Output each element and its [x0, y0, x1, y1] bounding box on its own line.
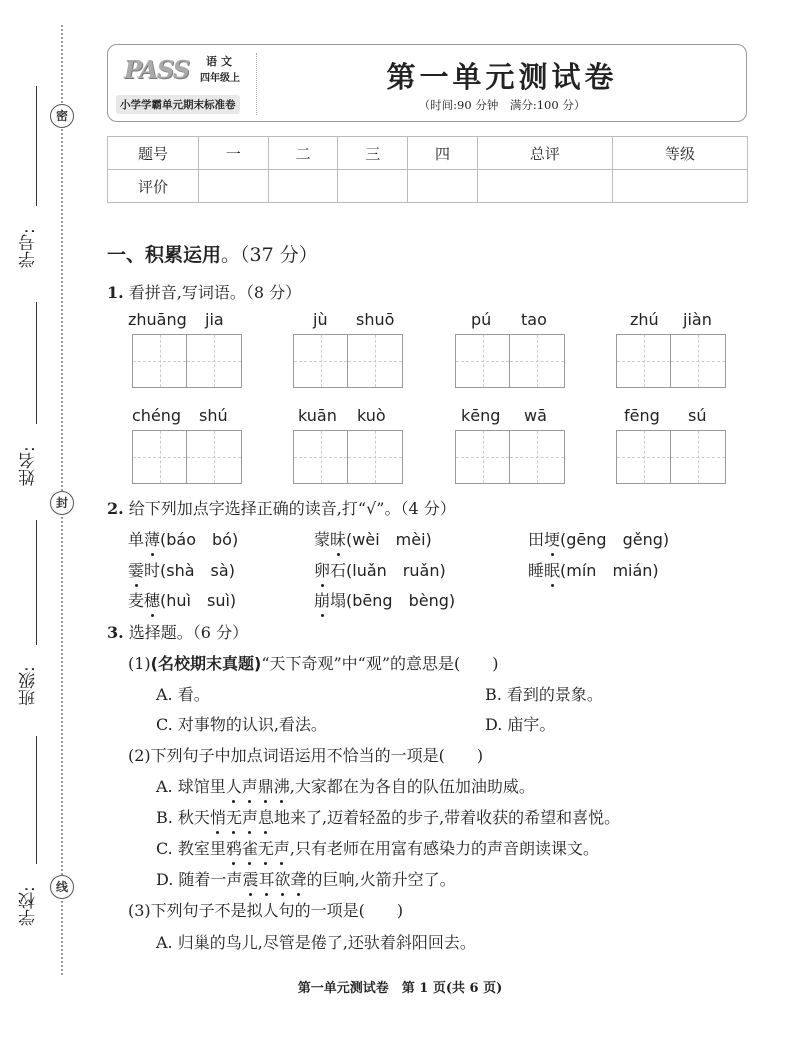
char: 单 — [128, 530, 145, 549]
score-input-cell[interactable] — [612, 170, 747, 203]
question-text: 选择题。（6 分） — [128, 623, 249, 642]
seal-xian: 线 — [50, 875, 74, 899]
option-b[interactable]: B. 看到的景象。 — [485, 685, 603, 704]
exam-header — [107, 44, 747, 122]
dotted-char: 欲 — [274, 867, 290, 890]
dotted-char: 悄 — [210, 805, 226, 828]
subquestion-2: (2)下列句子中加点词语运用不恰当的一项是( ) — [128, 746, 484, 765]
pinyin: pú — [471, 310, 492, 329]
dotted-char: 无 — [258, 836, 274, 859]
option-a[interactable] — [156, 774, 535, 797]
pinyin: zhú — [630, 310, 659, 329]
reading-item[interactable] — [128, 527, 238, 550]
dotted-char: 鸦 — [226, 836, 242, 859]
dotted-char: 声 — [274, 836, 290, 859]
class-label: 班级: — [19, 666, 39, 706]
pinyin: kuān — [298, 406, 337, 425]
dotted-char: 震 — [242, 867, 258, 890]
option-a[interactable]: A. 归巢的鸟儿,尽管是倦了,还驮着斜阳回去。 — [156, 933, 476, 952]
score-input-cell[interactable] — [268, 170, 338, 203]
score-cell: 二 — [268, 137, 338, 170]
reading-item[interactable] — [314, 588, 455, 611]
question-3 — [107, 620, 248, 643]
reading-options: (mín mián) — [560, 561, 659, 580]
seal-mi: 密 — [50, 104, 74, 128]
grade-label: 四年级上 — [200, 73, 240, 84]
dotted-phrase — [226, 839, 290, 858]
pinyin: chéng — [132, 406, 182, 425]
question-number: 1. — [107, 283, 124, 302]
pinyin: kēng — [461, 406, 501, 425]
pinyin: shú — [199, 406, 228, 425]
pinyin: sú — [688, 406, 707, 425]
dotted-char: 穗 — [144, 588, 160, 611]
score-input-cell[interactable] — [408, 170, 478, 203]
dotted-char: 崩 — [314, 588, 330, 611]
char: 石 — [330, 561, 347, 580]
option-text: ,大家都在为各自的队伍加油助威。 — [289, 777, 535, 796]
score-table-eval-row — [108, 170, 748, 203]
score-cell: 四 — [408, 137, 478, 170]
option-text: C. 教室里 — [156, 839, 226, 858]
option-b[interactable] — [156, 805, 620, 828]
dotted-char: 雀 — [242, 836, 258, 859]
reading-item[interactable] — [128, 558, 235, 581]
pinyin: zhuāng — [128, 310, 187, 329]
pass-logo: PASS — [124, 55, 190, 84]
question-text: 看拼音,写词语。（8 分） — [128, 283, 302, 302]
writing-grid[interactable] — [616, 334, 726, 388]
dotted-char: 沸 — [274, 774, 290, 797]
option-text: D. 随着一声 — [156, 870, 243, 889]
option-text: 地来了,迈着轻盈的步子,带着收获的希望和喜悦。 — [274, 808, 621, 827]
section-title-text: 一、积累运用 — [107, 244, 222, 266]
option-text: ,只有老师在用富有感染力的声音朗读课文。 — [289, 839, 600, 858]
writing-grid[interactable] — [616, 430, 726, 484]
char: 麦 — [128, 591, 145, 610]
section-title — [107, 240, 318, 267]
option-c[interactable] — [156, 836, 599, 859]
page-footer: 第一单元测试卷 第 1 页(共 6 页) — [297, 981, 503, 996]
score-input-cell[interactable] — [477, 170, 612, 203]
question-2 — [107, 496, 456, 519]
writing-grid[interactable] — [455, 430, 565, 484]
question-text: 给下列加点字选择正确的读音,打“√”。（4 分） — [128, 499, 456, 518]
reading-options: (gēng gěng) — [560, 530, 670, 549]
source-tag: (名校期末真题) — [150, 654, 262, 673]
dotted-char: 人 — [226, 774, 242, 797]
pinyin: jiàn — [683, 310, 712, 329]
reading-options: (báo bó) — [160, 530, 239, 549]
dotted-char: 息 — [258, 805, 274, 828]
writing-grid[interactable] — [132, 430, 242, 484]
char: 睡 — [528, 561, 545, 580]
question-number: 3. — [107, 623, 124, 642]
dotted-char: 鼎 — [258, 774, 274, 797]
writing-grid[interactable] — [455, 334, 565, 388]
pinyin: jia — [205, 310, 224, 329]
option-text: A. 球馆里 — [156, 777, 226, 796]
subquestion-3: (3)下列句子不是拟人句的一项是( ) — [128, 901, 404, 920]
option-d[interactable]: D. 庙宇。 — [485, 715, 556, 734]
dotted-char: 声 — [242, 805, 258, 828]
pinyin: shuō — [356, 310, 395, 329]
pinyin: fēng — [624, 406, 660, 425]
name-label: 姓名: — [19, 446, 39, 486]
school-line[interactable] — [36, 736, 37, 864]
reading-options: (luǎn ruǎn) — [346, 561, 446, 580]
subject-label: 语文 — [206, 55, 236, 68]
reading-item[interactable] — [314, 558, 446, 581]
dotted-char: 霎 — [128, 558, 144, 581]
header-divider — [256, 53, 257, 115]
exam-title: 第一单元测试卷 — [386, 60, 618, 94]
option-text: B. 秋天 — [156, 808, 210, 827]
score-table — [107, 136, 748, 203]
subquestion-prefix: (1) — [128, 654, 151, 673]
writing-grid[interactable] — [293, 334, 403, 388]
name-line[interactable] — [36, 302, 37, 424]
score-table-header-row — [108, 137, 748, 170]
dotted-char: 声 — [242, 774, 258, 797]
school-label: 学校: — [19, 886, 39, 926]
reading-options: (shà sà) — [160, 561, 235, 580]
char: 塌 — [330, 591, 347, 610]
dotted-phrase — [226, 777, 290, 796]
student-id-label: 学号: — [19, 228, 39, 268]
dotted-char: 无 — [226, 805, 242, 828]
dotted-phrase — [210, 808, 274, 827]
pinyin: jù — [313, 310, 328, 329]
section-points: 。（37 分） — [221, 244, 318, 266]
score-input-cell[interactable] — [338, 170, 408, 203]
dotted-char: 埂 — [544, 527, 560, 550]
dotted-phrase — [242, 870, 306, 889]
dotted-char: 昧 — [330, 527, 346, 550]
dotted-char: 聋 — [290, 867, 306, 890]
dotted-char: 眠 — [544, 558, 560, 581]
subquestion-1 — [128, 651, 499, 674]
score-cell: 题号 — [108, 137, 199, 170]
exam-subtitle: （时间:90 分钟 满分:100 分） — [418, 98, 586, 112]
reading-options: (wèi mèi) — [346, 530, 432, 549]
char: 田 — [528, 530, 545, 549]
reading-item[interactable] — [128, 588, 236, 611]
reading-item[interactable] — [528, 527, 669, 550]
char: 时 — [144, 561, 161, 580]
score-cell: 评价 — [108, 170, 199, 203]
reading-item[interactable] — [314, 527, 432, 550]
series-label: 小学学霸单元期末标准卷 — [116, 95, 240, 114]
char: 蒙 — [314, 530, 331, 549]
writing-grid[interactable] — [293, 430, 403, 484]
pinyin: kuò — [357, 406, 386, 425]
score-cell: 一 — [199, 137, 269, 170]
question-number: 2. — [107, 499, 124, 518]
question-1 — [107, 280, 301, 303]
pinyin: wā — [524, 406, 547, 425]
pinyin: tao — [521, 310, 547, 329]
seal-feng: 封 — [50, 491, 74, 515]
score-input-cell[interactable] — [199, 170, 269, 203]
writing-grid[interactable] — [132, 334, 242, 388]
score-cell: 等级 — [612, 137, 747, 170]
reading-options: (huì suì) — [160, 591, 237, 610]
option-d[interactable] — [156, 867, 456, 890]
option-text: 的巨响,火箭升空了。 — [306, 870, 456, 889]
score-cell: 总评 — [477, 137, 612, 170]
reading-options: (bēng bèng) — [346, 591, 456, 610]
class-line[interactable] — [36, 520, 37, 645]
subquestion-text: “天下奇观”中“观”的意思是( ) — [261, 654, 499, 673]
dotted-char: 卵 — [314, 558, 330, 581]
option-a[interactable]: A. 看。 — [156, 685, 210, 704]
reading-item[interactable] — [528, 558, 659, 581]
score-cell: 三 — [338, 137, 408, 170]
student-id-line[interactable] — [36, 86, 37, 206]
dotted-char: 耳 — [258, 867, 274, 890]
option-c[interactable]: C. 对事物的认识,看法。 — [156, 715, 327, 734]
dotted-char: 薄 — [144, 527, 160, 550]
